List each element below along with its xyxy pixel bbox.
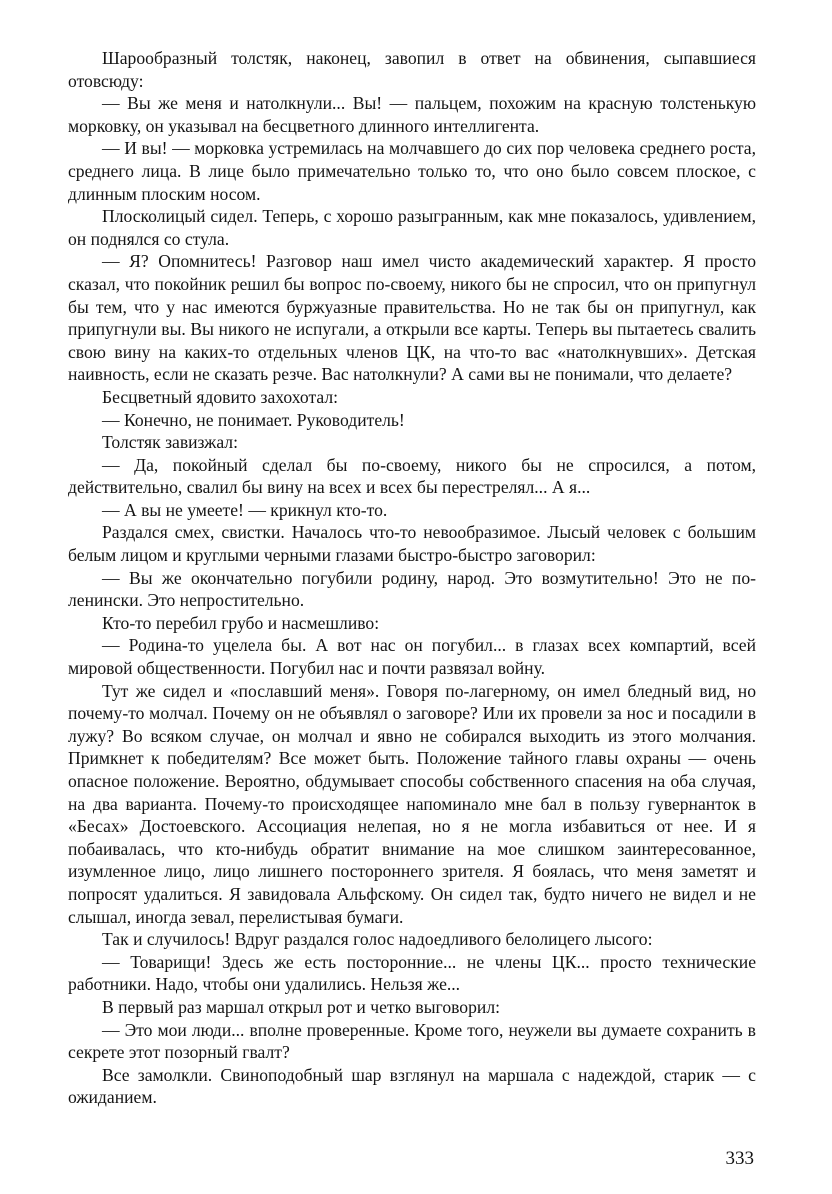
- paragraph: Все замолкли. Свиноподобный шар взглянул на маршала с надеждой, старик — с ожиданием.: [68, 1064, 756, 1108]
- paragraph: Раздался смех, свистки. Началось что-то невообразимое. Лысый человек с большим белым лицом и круглыми черными глазами быстро-быстро заговорил:: [68, 522, 756, 566]
- page-number: 333: [725, 1148, 754, 1169]
- paragraph: В первый раз маршал открыл рот и четко выговорил:: [102, 996, 500, 1017]
- paragraph: — Это мои люди... вполне проверенные. Кроме того, неужели вы думаете сохранить в секрете этот позорный гвалт?: [68, 1019, 756, 1063]
- paragraph: — Да, покойный сделал бы по-своему, никого бы не спросился, а потом, действительно, свалил бы вину на всех и всех бы перестрелял... А я...: [68, 454, 756, 498]
- paragraph: — Конечно, не понимает. Руководитель!: [102, 409, 405, 430]
- paragraph: Тут же сидел и «пославший меня». Говоря по-лагерному, он имел бледный вид, но почему-то молчал. Почему он не объявлял о заговоре? Или их провели за нос и посадили в лужу? Во всяком случае, он молчал и явно не собирался выходить из этого молчания. Примкнет к победителям? Все может быть. Положение тайного главы охраны — очень опасное положение. Вероятно, обдумывает способы собственного спасения на оба случая, на два варианта. Почему-то происходящее напоминало мне бал в пользу гувернанток в «Бесах» Достоевского. Ассоциация нелепая, но я не могла избавиться от нее. И я побаивалась, что кто-нибудь обратит внимание на мое слишком заинтересованное, изумленное лицо, лицо лишнего постороннего зрителя. Я боялась, что меня заметят и попросят удалиться. Я завидовала Альфскому. Он сидел так, будто ничего не видел и не слышал, иногда зевал, перелистывая бумаги.: [68, 680, 756, 927]
- paragraph: Толстяк завизжал:: [102, 432, 238, 453]
- paragraph: — А вы не умеете! — крикнул кто-то.: [102, 499, 388, 520]
- paragraph: — Вы же окончательно погубили родину, народ. Это возмутительно! Это не по-ленински. Это непростительно.: [68, 567, 756, 611]
- paragraph: — Вы же меня и натолкнули... Вы! — пальцем, похожим на красную толстенькую морковку, он указывал на бесцветного длинного интеллигента.: [68, 93, 756, 136]
- paragraph: Кто-то перебил грубо и насмешливо:: [102, 612, 380, 633]
- book-page-text: [68, 47, 756, 1109]
- paragraph: — И вы! — морковка устремилась на молчавшего до сих пор человека среднего роста, среднего лица. В лице было примечательно только то, что оно было совсем плоское, с длинным плоским носом.: [68, 138, 756, 204]
- paragraph: Плосколицый сидел. Теперь, с хорошо разыгранным, как мне показалось, удивлением, он поднялся со стула.: [68, 206, 756, 249]
- paragraph: — Родина-то уцелела бы. А вот нас он погубил... в глазах всех компартий, всей мировой общественности. Погубил нас и почти развязал войну.: [68, 635, 756, 679]
- paragraph: — Товарищи! Здесь же есть посторонние... не члены ЦК... просто технические работники. Надо, чтобы они удалились. Нельзя же...: [68, 951, 756, 995]
- paragraph: Бесцветный ядовито захохотал:: [102, 386, 339, 407]
- paragraph: Шарообразный толстяк, наконец, завопил в ответ на обвинения, сыпавшиеся отовсюду:: [68, 48, 756, 91]
- paragraph: — Я? Опомнитесь! Разговор наш имел чисто академический характер. Я просто сказал, что покойник решил бы вопрос по-своему, никого бы не спросил, что он припугнул бы тем, что у нас имеются буржуазные правительства. Но не так бы он припугнул, как припугнули вы. Вы никого не испугали, а открыли все карты. Теперь вы пытаетесь свалить свою вину на каких-то отдельных членов ЦК, на что-то вас «натолкнувших». Детская наивность, если не сказать резче. Вас натолкнули? А сами вы не понимали, что делаете?: [68, 251, 756, 385]
- paragraph: Так и случилось! Вдруг раздался голос надоедливого белолицего лысого:: [102, 929, 653, 950]
